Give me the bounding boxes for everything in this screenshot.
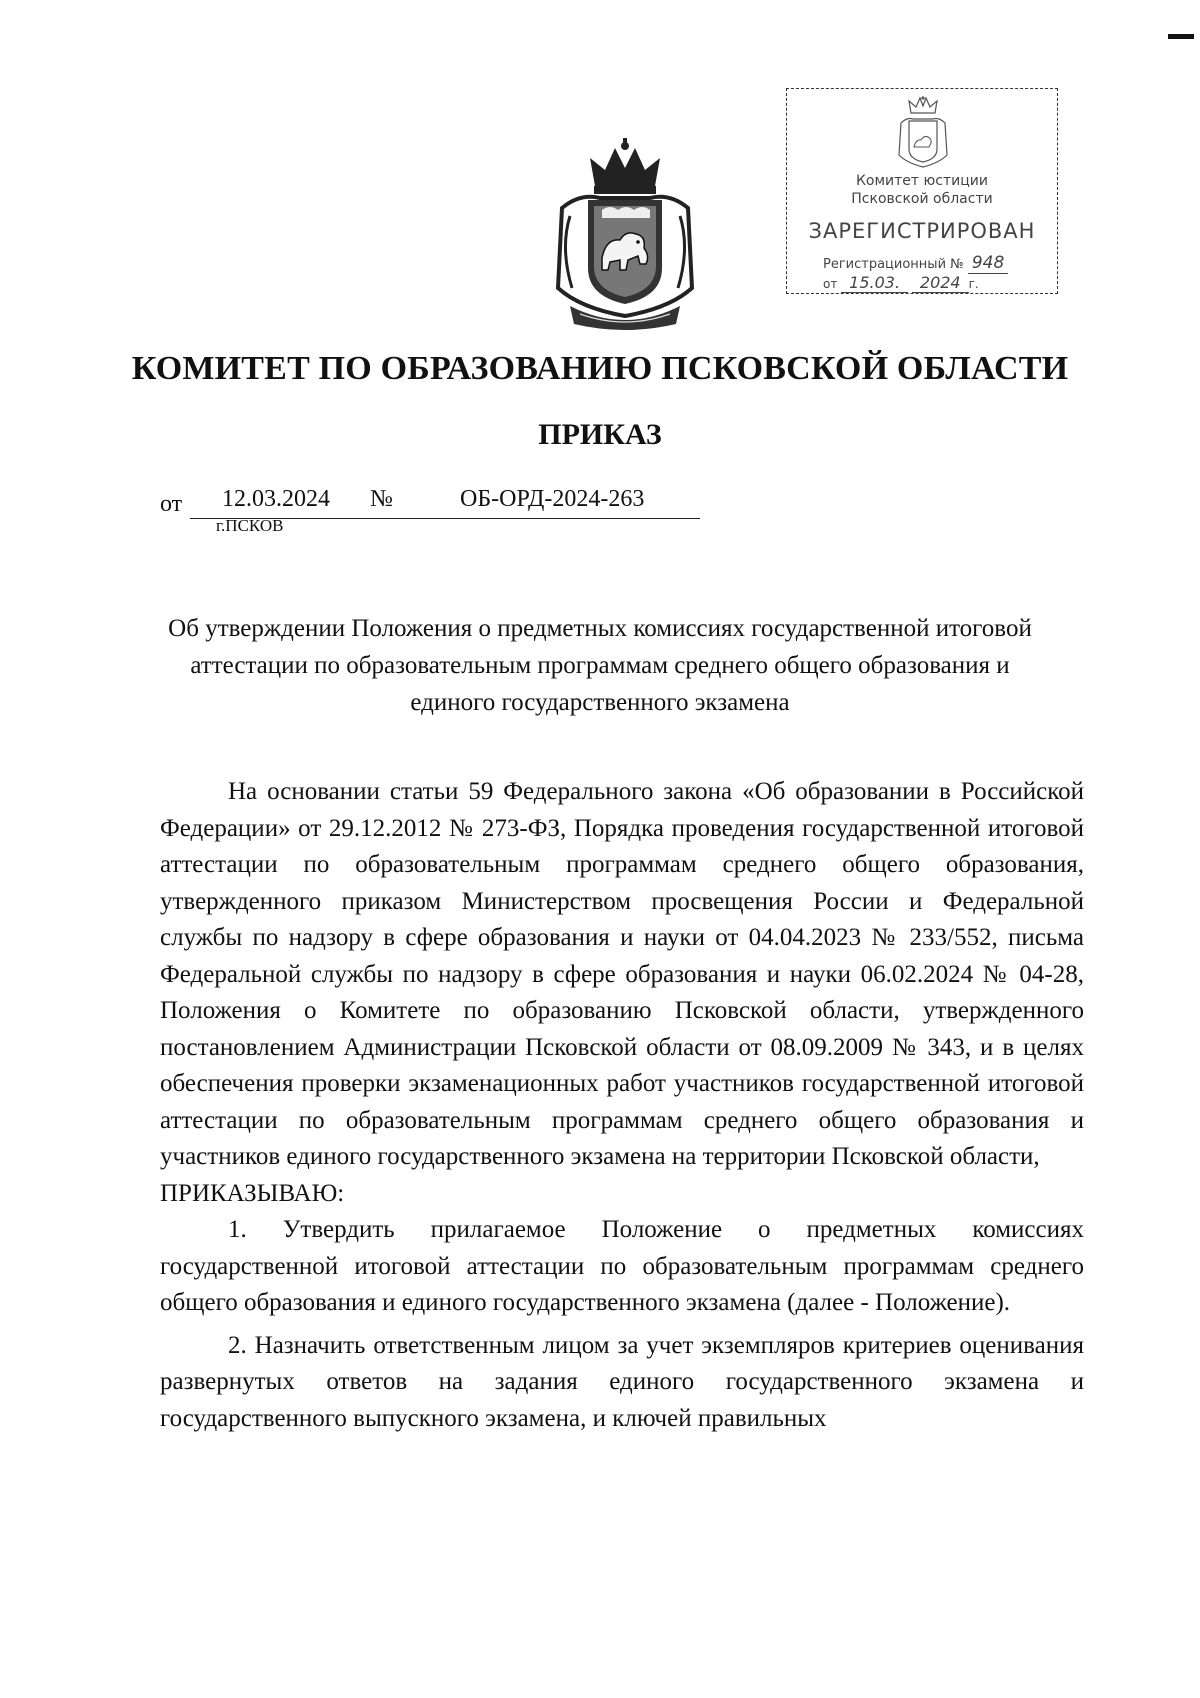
city: г.ПСКОВ	[216, 516, 284, 535]
organization-name: КОМИТЕТ ПО ОБРАЗОВАНИЮ ПСКОВСКОЙ ОБЛАСТИ	[131, 350, 1069, 387]
order-word: ПРИКАЗЫВАЮ:	[160, 1179, 345, 1207]
number-sign: №	[370, 486, 393, 512]
order-body	[160, 774, 1084, 1437]
stamp-authority-line1: Комитет юстиции	[855, 173, 988, 189]
stamp-regnum-value: 948	[968, 253, 1008, 274]
document-type: ПРИКАЗ	[538, 418, 662, 451]
stamp-date-value: 15.03.	[841, 273, 908, 293]
registration-stamp	[786, 88, 1058, 294]
corner-scan-mark	[1168, 34, 1194, 39]
order-number: ОБ-ОРД-2024-263	[460, 486, 645, 512]
stamp-year-suffix: г.	[968, 277, 979, 291]
order-date: 12.03.2024	[222, 486, 330, 512]
stamp-authority-line2: Псковской области	[851, 191, 993, 207]
stamp-year-value: 2024	[912, 273, 969, 293]
stamp-coat-of-arms-icon	[893, 95, 953, 173]
stamp-registration-date	[823, 273, 979, 292]
stamp-regnum-label: Регистрационный №	[823, 257, 964, 272]
stamp-status: ЗАРЕГИСТРИРОВАН	[808, 219, 1036, 243]
order-item-2: 2. Назначить ответственным лицом за учет экземпляров критериев оценивания развернутых ответов на задания единого государственного экзамена и государственного выпускного экзамена, и ключей правильных	[160, 1331, 1084, 1432]
order-item-1: 1. Утвердить прилагаемое Положение о предметных комиссиях государственной итоговой аттестации по образовательным программам среднего общего образования и единого государственного экзамена (далее - Положение).	[160, 1216, 1084, 1316]
date-prefix: от	[160, 491, 183, 517]
coat-of-arms-icon	[550, 138, 700, 334]
order-subject: Об утверждении Положения о предметных комиссиях государственной итоговой аттестации по образовательным программам среднего общего образования и единого государственного экзамена	[168, 615, 1032, 716]
preamble-paragraph: На основании статьи 59 Федерального закона «Об образовании в Российской Федерации» от 29.12.2012 № 273-ФЗ, Порядка проведения государственной итоговой аттестации по образовательным программам среднего общего образования, утвержденного приказом Министерством просвещения России и Федеральной службы по надзору в сфере образования и науки от 04.04.2023 № 233/552, письма Федеральной службы по надзору в сфере образования и науки 06.02.2024 № 04-28, Положения о Комитете по образованию Псковской области, утвержденного постановлением Администрации Псковской области от 08.09.2009 № 343, и в целях обеспечения проверки экзаменационных работ участников государственной итоговой аттестации по образовательным программам среднего общего образования и участников единого государственного экзамена на территории Псковской области,	[160, 778, 1084, 1170]
stamp-registration-number	[823, 253, 1008, 273]
stamp-date-prefix: от	[823, 277, 838, 291]
